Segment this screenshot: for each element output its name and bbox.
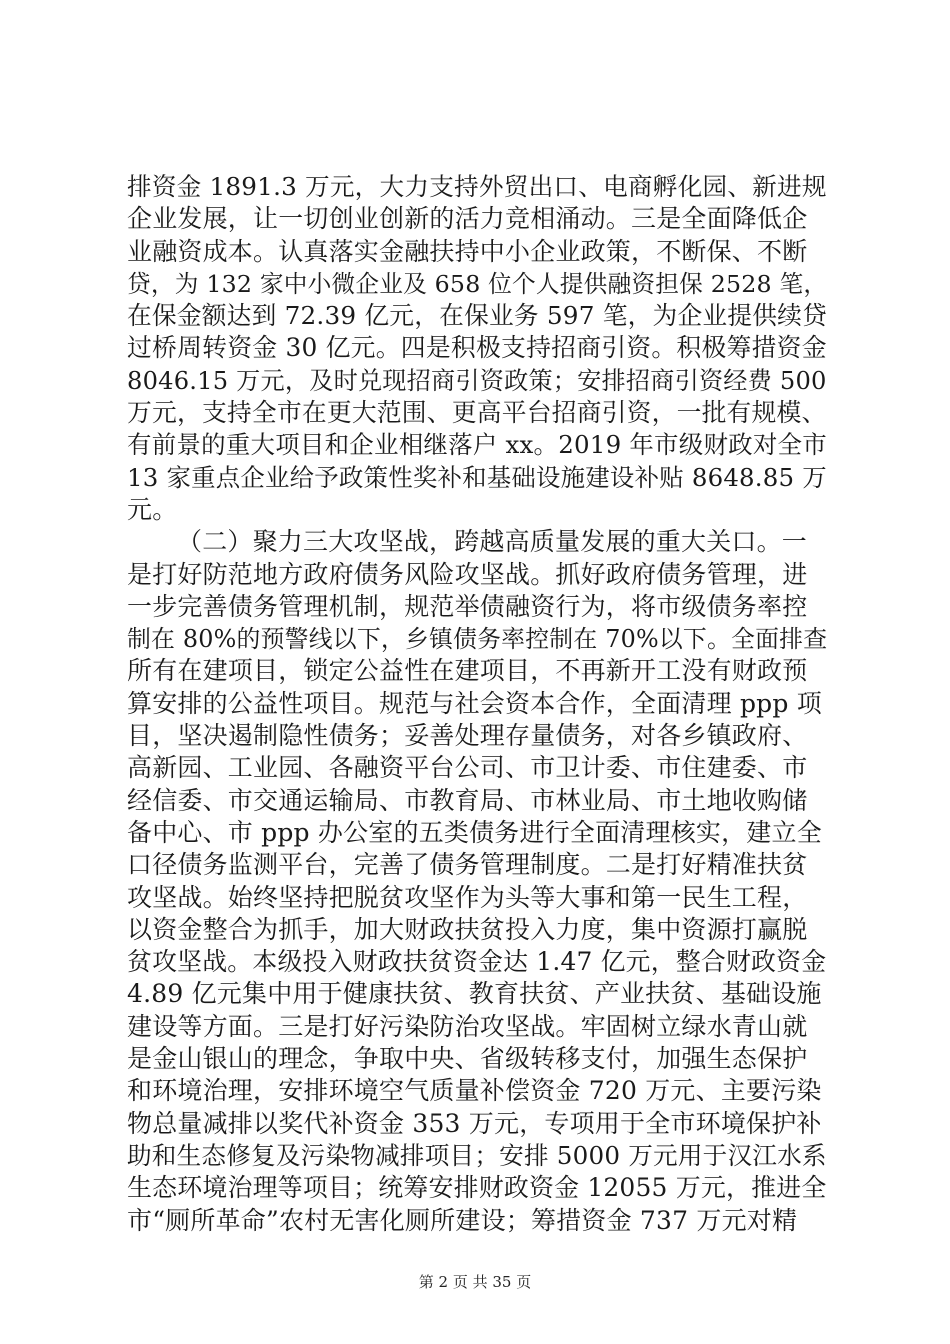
text-line: 助和生态修复及污染物减排项目；安排 5000 万元用于汉江水系 [127,1140,827,1170]
text-line: 所有在建项目，锁定公益性在建项目，不再新开工没有财政预 [127,656,808,686]
text-line: （二）聚力三大攻坚战，跨越高质量发展的重大关口。一 [177,527,808,557]
text-line: 制在 80%的预警线以下，乡镇债务率控制在 70%以下。全面排查 [127,625,828,654]
text-line: 经信委、市交通运输局、市教育局、市林业局、市土地收购储 [127,785,808,815]
text-line: 有前景的重大项目和企业相继落户 xx。2019 年市级财政对全市 [127,430,827,460]
text-line: 算安排的公益性项目。规范与社会资本合作，全面清理 ppp 项 [127,688,822,718]
text-line: 市“厕所革命”农村无害化厕所建设；筹措资金 737 万元对精 [127,1205,798,1235]
text-line: 4.89 亿元集中用于健康扶贫、教育扶贫、产业扶贫、基础设施 [127,979,822,1009]
text-line: 是打好防范地方政府债务风险攻坚战。抓好政府债务管理，进 [127,559,808,589]
text-line: 高新园、工业园、各融资平台公司、市卫计委、市住建委、市 [127,753,808,783]
text-line: 元。 [127,494,178,524]
text-line: 以资金整合为抓手，加大财政扶贫投入力度，集中资源打赢脱 [127,914,808,944]
text-line: 企业发展，让一切创业创新的活力竞相涌动。三是全面降低企 [127,204,808,234]
text-line: 目，坚决遏制隐性债务；妥善处理存量债务，对各乡镇政府、 [127,721,808,751]
text-line: 备中心、市 ppp 办公室的五类债务进行全面清理核实，建立全 [127,817,822,847]
text-line: 13 家重点企业给予政策性奖补和基础设施建设补贴 8648.85 万 [127,462,827,492]
text-line: 一步完善债务管理机制，规范举债融资行为，将市级债务率控 [127,591,808,621]
text-line: 贷，为 132 家中小微企业及 658 位个人提供融资担保 2528 笔， [127,269,828,298]
text-line: 建设等方面。三是打好污染防治攻坚战。牢固树立绿水青山就 [127,1011,808,1041]
text-line: 万元，支持全市在更大范围、更高平台招商引资，一批有规模、 [127,398,827,428]
text-line: 和环境治理，安排环境空气质量补偿资金 720 万元、主要污染 [127,1076,822,1106]
text-line: 过桥周转资金 30 亿元。四是积极支持招商引资。积极筹措资金 [127,333,827,363]
text-line: 是金山银山的理念，争取中央、省级转移支付，加强生态保护 [127,1044,808,1074]
text-line: 物总量减排以奖代补资金 353 万元，专项用于全市环境保护补 [127,1108,822,1138]
text-line: 攻坚战。始终坚持把脱贫攻坚作为头等大事和第一民生工程， [127,882,808,912]
text-line: 业融资成本。认真落实金融扶持中小企业政策，不断保、不断 [127,236,808,266]
body-text [127,171,827,1237]
text-line: 生态环境治理等项目；统筹安排财政资金 12055 万元，推进全 [127,1173,827,1203]
text-line: 8046.15 万元，及时兑现招商引资政策；安排招商引资经费 500 [127,366,827,395]
text-line: 在保金额达到 72.39 亿元，在保业务 597 笔，为企业提供续贷 [127,301,827,331]
text-line: 贫攻坚战。本级投入财政扶贫资金达 1.47 亿元，整合财政资金 [127,947,827,977]
text-line: 排资金 1891.3 万元，大力支持外贸出口、电商孵化园、新进规 [127,172,827,201]
page-footer: 第 2 页 共 35 页 [418,1273,532,1291]
text-line: 口径债务监测平台，完善了债务管理制度。二是打好精准扶贫 [127,850,808,880]
